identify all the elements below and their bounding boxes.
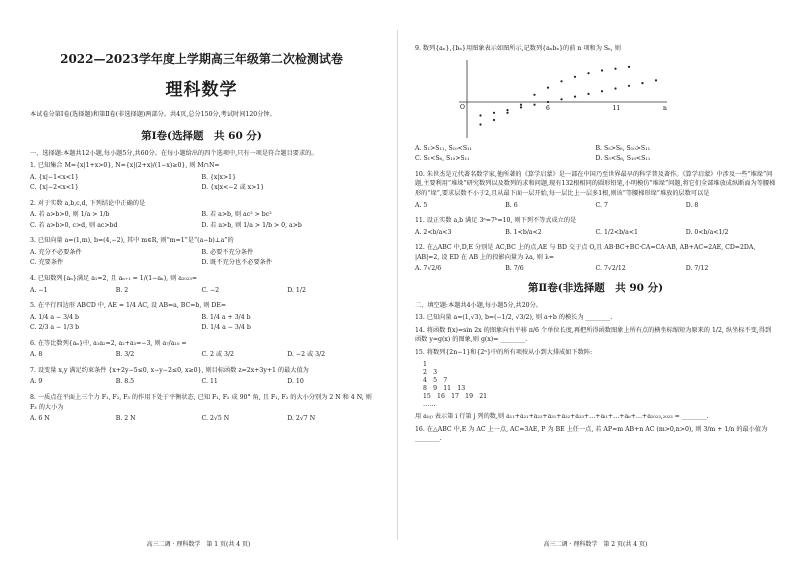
question-9-options <box>415 144 776 165</box>
sequence-b-point <box>574 95 576 97</box>
option-a[interactable]: A. 5 <box>415 201 428 209</box>
page-2 <box>397 0 794 562</box>
question-4-options <box>30 286 373 297</box>
sequence-a-point <box>560 80 562 82</box>
question-8-options <box>30 414 373 425</box>
question-7-options <box>30 377 373 388</box>
option-d[interactable]: D. −2 或 3/2 <box>287 351 326 359</box>
question-10-options <box>415 201 776 212</box>
option-d[interactable]: D. 0<b/a<1/2 <box>685 228 729 236</box>
question-9-graph <box>455 56 675 142</box>
sequence-b-point <box>560 98 562 100</box>
question-1-stem: 1. 已知集合 M={x|1+x>0}, N={x|(2+x)/(1−x)≥0}, 则 M∩N= <box>30 161 220 169</box>
sequence-b-point <box>547 101 549 103</box>
sequence-b-point <box>506 109 508 111</box>
option-a[interactable]: A. 充分不必要条件 <box>30 248 82 256</box>
option-c[interactable]: C. 2 或 3/2 <box>201 351 234 359</box>
option-a[interactable]: A. 6 N <box>30 415 50 423</box>
option-d[interactable]: D. 1/2 <box>287 286 306 294</box>
triangle-row: 2 3 <box>423 368 438 376</box>
question-10-stem: 10. 朱世杰是元代著名数学家,他所著的《算学启蒙》是一部在中国乃至世界最早的科学普及著作。《算学启蒙》中涉及一些“堆垛”问题,主要利用“堆垛”研究数列以及数列的求和问题,现有132根相同的圆形铅笔,小明模仿“堆垛”问题,将它们全部堆放成纵断面为等腰梯形的“垛”,要求层数不小于2,且从最下面一层开始,每一层比上一层多1根,则该“等腰梯形垛”堆放的层数可以是 <box>415 170 776 197</box>
question-8-stem: 8. 一质点在平面上三个力 F₁, F₂, F₃ 的作用下处于平衡状态, 已知 F₁, F₂ 成 90° 角, 且 F₁, F₂ 的大小分别为 2 N 和 4 N, 则 F₃ 的大小为 <box>30 394 372 411</box>
sequence-b-point <box>493 111 495 113</box>
option-a[interactable]: A. 1/4 a − 3/4 b <box>30 313 80 321</box>
sequence-a-point <box>614 67 616 69</box>
page-2-footer: 高三二调 · 理科数学 第 2 页(共 4 页) <box>543 541 648 548</box>
option-a[interactable]: A. 2<b/a<3 <box>415 228 452 236</box>
option-b[interactable]: B. 若 a>b, 则 ac² > bc² <box>201 211 272 219</box>
section-2-heading: 第Ⅱ卷(非选择题 共 90 分) <box>527 281 664 294</box>
question-12-options <box>415 264 776 275</box>
option-b[interactable]: B. 6 <box>505 201 518 209</box>
option-b[interactable]: B. 7/6 <box>505 265 524 273</box>
sequence-b-point <box>587 92 589 94</box>
question-2-stem: 2. 对于实数 a,b,c,d, 下列结论中正确的是 <box>30 199 146 207</box>
option-d[interactable]: D. 7/12 <box>685 265 709 273</box>
question-6-stem: 6. 在等比数列{aₙ}中, a₁a₂=2, a₂+a₃=−3, 则 a₇/a₁₀ = <box>30 339 187 347</box>
question-12-stem: 12. 在△ABC 中,D,E 分别是 AC,BC 上的点,AE 与 BD 交于点 O,且 AB·BC+BC·CA=CA·AB, AB+AC=2AE, CD=2DA, |AB|=2, 设 ED 在 AB 上的投影向量为 λa, 则 λ= <box>415 244 756 261</box>
option-d[interactable]: D. 若 a>b, 则 1/a > 1/b > 0, a>b <box>201 221 302 229</box>
sequence-a-point <box>479 123 481 125</box>
subject-title: 理科数学 <box>165 80 238 100</box>
option-c[interactable]: C. 若 a>b>0, c>d, 则 ac>bd <box>30 221 118 229</box>
option-c[interactable]: C. 2/3 a − 1/3 b <box>30 324 80 332</box>
option-c[interactable]: C. 11 <box>201 378 218 386</box>
triangle-row: 4 5 7 <box>423 376 448 384</box>
option-b[interactable]: B. 8.5 <box>115 378 135 386</box>
question-5-stem: 5. 在平行四边形 ABCD 中, AE = 1/4 AC, 设 AB=a, BC=b, 则 DE= <box>30 302 227 310</box>
question-5-options <box>30 313 373 334</box>
sequence-a-point <box>628 65 630 67</box>
sequence-b-point <box>479 114 481 116</box>
option-d[interactable]: D. 1/4 a − 3/4 b <box>201 324 251 332</box>
question-3-options <box>30 248 373 269</box>
sequence-b-point <box>520 106 522 108</box>
question-6-options <box>30 350 373 361</box>
tick-label: 11 <box>612 104 621 112</box>
triangle-row: …… <box>423 400 436 408</box>
question-14: 14. 将函数 f(x)=sin 2x 的图象向右平移 π/6 个单位长度,再把所得函数图象上所有点的横坐标缩短为原来的 1/2, 纵坐标不变,得到函数 y=g(x) 的图象,则 g(x)= ________. <box>415 326 772 344</box>
option-d[interactable]: D. 2√7 N <box>287 415 316 423</box>
option-d[interactable]: D. {x|x<−2 或 x>1} <box>201 184 265 192</box>
sequence-a-point <box>520 103 522 105</box>
question-16: 16. 在△ABC 中,E 为 AC 上一点, AC=3AE, P 为 BE 上任一点, 若 AP=m AB+n AC (m>0,n>0), 则 3/m + 1/n 的最小值为 ________. <box>415 425 768 443</box>
option-a[interactable]: A. 若 a>b>0, 则 1/a > 1/b <box>30 211 110 219</box>
triangle-row: 1 <box>423 360 427 368</box>
question-11-stem: 11. 设正实数 a,b 满足 3ᵃ=7ᵇ=10, 则下列不等式成立的是 <box>415 217 577 225</box>
option-c[interactable]: C. −2 <box>201 286 220 294</box>
sequence-b-point <box>655 79 657 81</box>
question-2-options <box>30 210 373 231</box>
option-a[interactable]: A. 9 <box>30 378 43 386</box>
tick-label: 6 <box>546 104 550 112</box>
option-b[interactable]: B. 2 N <box>115 415 136 423</box>
option-c[interactable]: C. 7√2/12 <box>595 265 626 273</box>
option-c[interactable]: C. 7 <box>595 201 608 209</box>
option-c[interactable]: C. 2√5 N <box>201 415 230 423</box>
question-11-options <box>415 228 776 239</box>
sequence-b-point <box>601 90 603 92</box>
option-b[interactable]: B. 1<b/a<2 <box>505 228 542 236</box>
option-c[interactable]: C. S₁<S₆, S₁₀>S₁₁ <box>415 155 470 163</box>
sequence-b-point <box>628 84 630 86</box>
option-d[interactable]: D. S₅<S₆, S₁₀<S₁₁ <box>595 155 651 163</box>
option-d[interactable]: D. 8 <box>685 201 699 209</box>
axis-label: n <box>663 104 667 112</box>
sequence-plot <box>455 56 675 142</box>
question-15-tail: 用 a₍ᵢⱼ₎ 表示第 i 行第 j 列的数,则 a₁₁+a₂₁+a₂₂+a₃₁+a₃₂+a₃₃+…+aᵢ₁+…+aᵢᵢ+…+a₂₀₂₃,₂₀₂₃ = ________. <box>415 413 709 421</box>
triangle-row: 15 16 17 19 21 <box>423 392 488 400</box>
option-a[interactable]: A. S₁>S₁₁, S₁₀<S₁₁ <box>415 144 473 152</box>
sequence-a-point <box>533 93 535 95</box>
sequence-b-point <box>641 82 643 84</box>
option-b[interactable]: B. 3/2 <box>115 351 135 359</box>
option-c[interactable]: C. 1/2<b/a<1 <box>595 228 638 236</box>
option-b[interactable]: B. S₅>S₆, S₁₀>S₁₁ <box>595 144 651 152</box>
question-15: 15. 将数列{2n−1}和{2ⁿ}中的所有项按从小到大排成如下数阵: <box>415 349 593 357</box>
sequence-a-point <box>547 86 549 88</box>
option-b[interactable]: B. 1/4 a + 3/4 b <box>201 313 251 321</box>
number-triangle <box>423 361 776 409</box>
sequence-b-point <box>614 87 616 89</box>
option-d[interactable]: D. 既不充分也不必要条件 <box>201 259 273 267</box>
option-b[interactable]: B. {x|x>1} <box>201 173 237 181</box>
option-a[interactable]: A. {x|−1<x<1} <box>30 173 79 181</box>
origin-label: O <box>460 103 465 111</box>
sequence-a-point <box>601 69 603 71</box>
sequence-a-point <box>574 75 576 77</box>
exam-title: 2022—2023学年度上学期高三年级第二次检测试卷 <box>60 52 343 66</box>
question-3-stem: 3. 已知向量 a=(1,m), b=(4,−2), 其中 m∈R, 则“m=1”是“(a−b)⊥a”的 <box>30 237 234 245</box>
question-1-options <box>30 173 373 194</box>
question-9-stem: 9. 数列{aₙ},{bₙ}用图象表示如图所示,记数列{aₙbₙ}的前 n 项和为 Sₙ, 则 <box>415 45 621 52</box>
option-a[interactable]: A. −1 <box>30 286 48 294</box>
option-c[interactable]: C. 充要条件 <box>30 259 64 267</box>
sequence-a-point <box>587 72 589 74</box>
sequence-a-point <box>493 119 495 121</box>
option-d[interactable]: D. 10 <box>287 378 304 386</box>
question-4-stem: 4. 已知数列{aₙ}满足 a₁=2, 且 aₙ₊₁ = 1/(1−aₙ), 则 a₂₀₂₃= <box>30 274 198 282</box>
sequence-a-point <box>506 111 508 113</box>
exam-intro: 本试卷分第Ⅰ卷(选择题)和第Ⅱ卷(非选择题)两部分。共4页,总分150分,考试时间120分钟。 <box>30 111 276 118</box>
triangle-row: 8 9 11 13 <box>423 384 466 392</box>
option-c[interactable]: C. {x|−2<x<1} <box>30 184 79 192</box>
sequence-b-point <box>533 103 535 105</box>
page-1-footer: 高三二调 · 理科数学 第 1 页(共 4 页) <box>146 541 251 548</box>
option-a[interactable]: A. 8 <box>30 351 43 359</box>
option-b[interactable]: B. 必要不充分条件 <box>201 248 254 256</box>
option-a[interactable]: A. 7√2/6 <box>415 265 442 273</box>
section-1-heading: 第Ⅰ卷(选择题 共 60 分) <box>141 129 262 142</box>
section-1-description: 一、选择题:本题共12小题,每小题5分,共60分。在每小题给出的四个选项中,只有一项是符合题目要求的。 <box>30 149 318 157</box>
option-b[interactable]: B. 2 <box>115 286 129 294</box>
section-2-description: 二、填空题:本题共4小题,每小题5分,共20分。 <box>415 301 542 309</box>
question-7-stem: 7. 设变量 x,y 满足约束条件 {x+2y−5≤0, x−y−2≤0, x≥0}, 则目标函数 z=2x+3y+1 的最大值为 <box>30 366 309 374</box>
question-13: 13. 已知向量 a=(1,√3), b=(−1/2, √3/2), 则 a+b 的模长为 ________. <box>415 314 613 322</box>
question-list-left <box>30 161 373 425</box>
